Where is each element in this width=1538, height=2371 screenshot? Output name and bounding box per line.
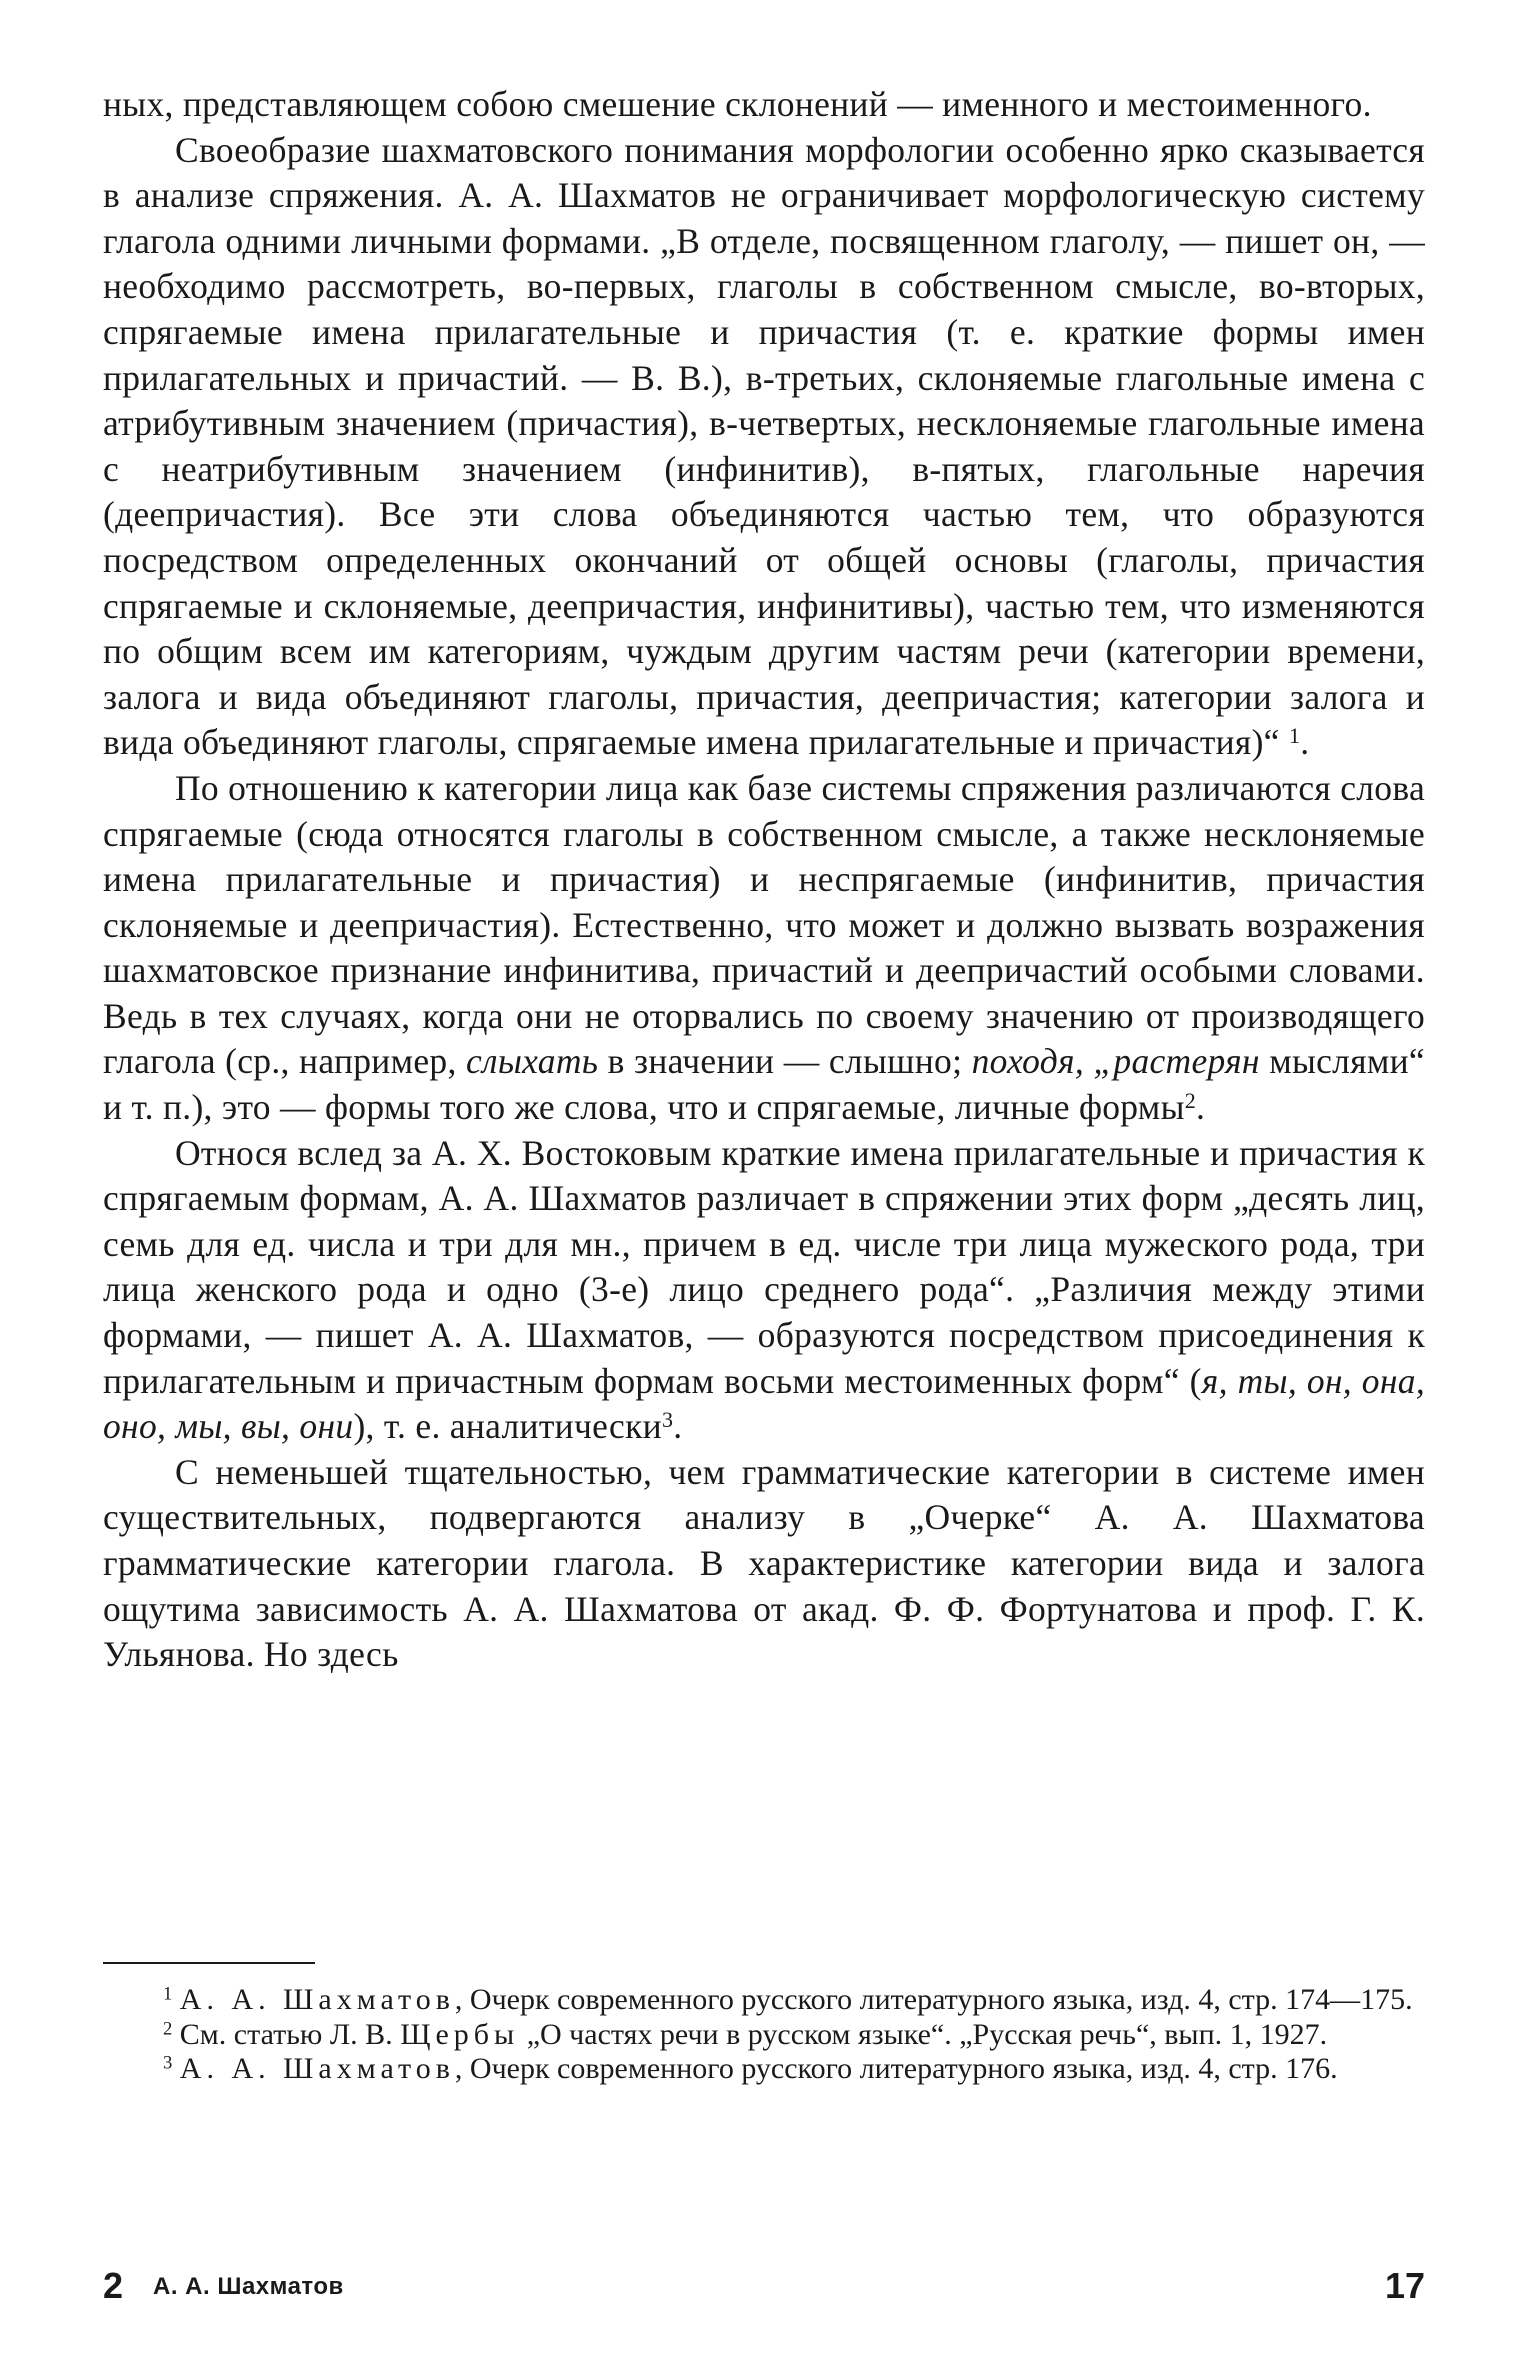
paragraph-person-category — [103, 766, 1425, 1131]
footnote-2 — [103, 2018, 1425, 2053]
footnote-divider — [103, 1962, 315, 1964]
footnote-3 — [103, 2052, 1425, 2087]
footnote-ref: 3 — [661, 1407, 674, 1433]
footnotes — [103, 1983, 1425, 2087]
page-number: 17 — [1384, 2265, 1425, 2306]
paragraph-text: По отношению к категории лица как базе системы спряжения различаются слова спрягаемые (сюда относятся глаголы в собственном смысле, а также несклоняемые имена прилагательные и причастия) и неспрягаемые (инфинитив, причастия склоняемые и деепричастия). Естественно, что может и должно вызвать возражения шахматовское признание инфинитива, причастий и деепричастий особыми словами. Ведь в тех случаях, когда они не оторвались по своему значению от производящего глагола (ср., например, — [103, 767, 1425, 1082]
footnote-number: 3 — [163, 2052, 173, 2074]
paragraph-text: ), т. е. аналитически — [353, 1406, 662, 1447]
footnote-text: , Очерк современного русского литературного языка, изд. 4, стр. 174—175. — [454, 1983, 1413, 2016]
paragraph-verb-categories — [103, 1450, 1425, 1678]
paragraph-conjugation — [103, 128, 1425, 766]
signature-title: А. А. Шахматов — [153, 2273, 344, 2300]
paragraph-text: С неменьшей тщательностью, чем грамматические категории в системе имен существительных, подвергаются анализу в „Очерке“ А. А. Шахматова грамматические категории глагола. В характеристике категории вида и залога ощутима зависимость А. А. Шахматова от акад. Ф. Ф. Фортунатова и проф. Г. К. Ульянова. Но здесь — [103, 1451, 1425, 1675]
main-text — [103, 82, 1425, 1678]
italic-pronouns: я, ты, он, она, оно, мы, вы, они — [103, 1360, 1425, 1447]
punctuation: . — [673, 1406, 683, 1447]
footnote-number: 2 — [163, 2018, 173, 2040]
italic-example: слыхать — [466, 1041, 599, 1082]
paragraph-text: в значении — слышно; — [607, 1041, 963, 1082]
footnote-author: А. А. Шахматов — [179, 1983, 455, 2016]
punctuation: . — [1196, 1087, 1206, 1128]
footnote-text: , Очерк современного русского литературного языка, изд. 4, стр. 176. — [454, 2052, 1338, 2085]
footnote-author: А. А. Шахматов — [179, 2052, 455, 2085]
footnote-ref: 1 — [1288, 723, 1301, 749]
footnote-ref: 2 — [1184, 1088, 1197, 1114]
italic-example: походя, „растерян — [971, 1041, 1260, 1082]
paragraph-continuation — [103, 82, 1425, 128]
page-footer — [103, 2265, 1425, 2315]
footnote-author: Щербы — [400, 2017, 520, 2051]
paragraph-text: Своеобразие шахматовского понимания морфологии особенно ярко сказывается в анализе спряжения. А. А. Шахматов не ограничивает морфологическую систему глагола одними личными формами. „В отделе, посвященном глаголу, — пишет он, — необходимо рассмотреть, во-первых, глаголы в собственном смысле, во-вторых, спрягаемые имена прилагательные и причастия (т. е. краткие формы имен прилагательных и причастий. — В. В.), в-третьих, склоняемые глагольные имена с атрибутивным значением (причастия), в-четвертых, несклоняемые глагольные имена с неатрибутивным значением (инфинитив), в-пятых, глагольные наречия (деепричастия). Все эти слова объединяются частью тем, что образуются посредством определенных окончаний от общей основы (глаголы, причастия спрягаемые и склоняемые, деепричастия, инфинитивы), частью тем, что изменяются по общим всем им категориям, чуждым другим частям речи (категории времени, залога и вида объединяют глаголы, причастия, деепричастия; категории залога и вида объединяют глаголы, спрягаемые имена прилагательные и причастия)“ — [103, 129, 1425, 763]
footnote-text: „О частях речи в русском языке“. „Русская речь“, вып. 1, 1927. — [526, 2017, 1328, 2051]
paragraph-text: мыслями“ и т. п.), это — формы того же слова, что и спрягаемые, личные формы — [103, 1041, 1425, 1128]
footnote-number: 1 — [163, 1983, 173, 2005]
signature-number: 2 — [103, 2265, 124, 2306]
paragraph-text: ных, представляющем собою смешение склонений — именного и местоименного. — [103, 84, 1372, 124]
footnote-1 — [103, 1983, 1425, 2018]
footnote-text: См. статью Л. В. — [179, 2017, 393, 2051]
punctuation: . — [1300, 722, 1310, 763]
paragraph-vostokov — [103, 1131, 1425, 1450]
paragraph-text: Относя вслед за А. Х. Востоковым краткие имена прилагательные и причастия к спрягаемым формам, А. А. Шахматов различает в спряжении этих форм „десять лиц, семь для ед. числа и три для мн., причем в ед. числе три лица мужеского рода, три лица женского рода и одно (3-е) лицо среднего рода“. „Различия между этими формами, — пишет А. А. Шахматов, — образуются посредством присоединения к прилагательным и причастным формам восьми местоименных форм“ ( — [103, 1132, 1425, 1401]
